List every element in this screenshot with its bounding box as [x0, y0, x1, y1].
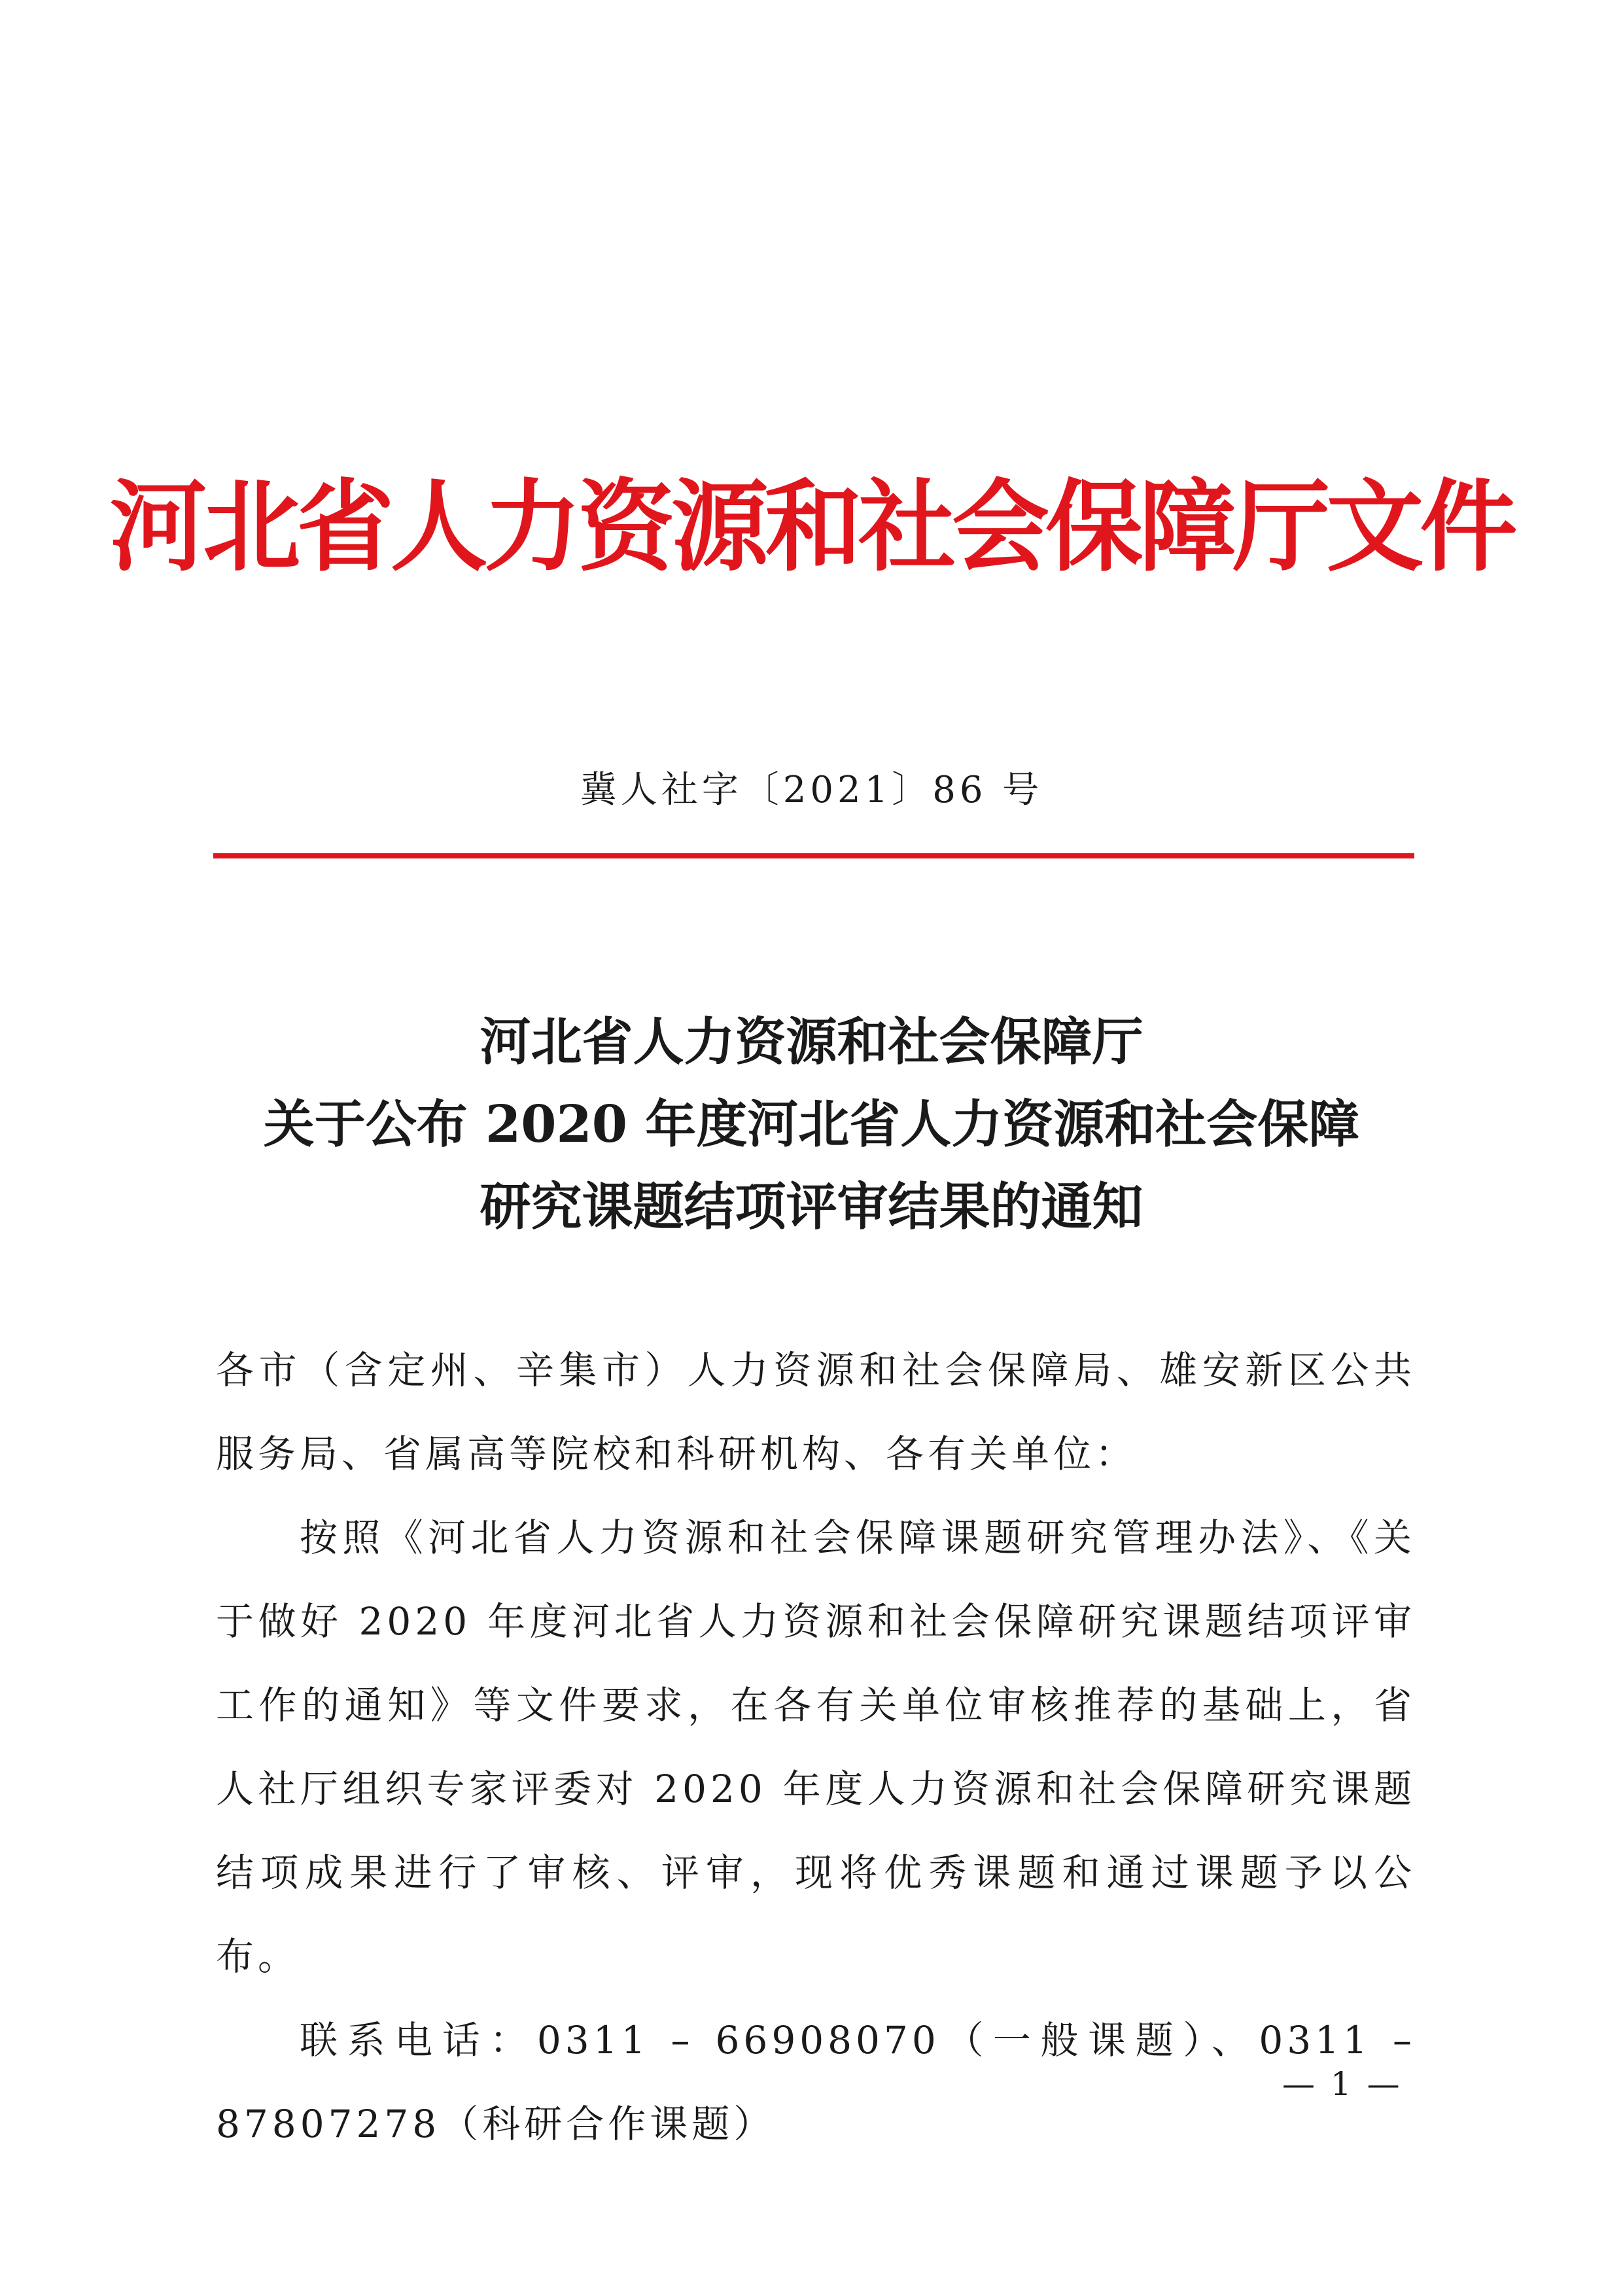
contact-info: 联系电话：0311 – 66908070（一般课题）、0311 – 87807278（科研合作课题） [216, 2018, 1416, 2146]
page-number: — 1 — [1282, 2065, 1403, 2103]
body-paragraph: 按照《河北省人力资源和社会保障课题研究管理办法》、《关于做好 2020 年度河北省人力资源和社会保障研究课题结项评审工作的通知》等文件要求，在各有关单位审核推荐的基础上，省人社厅组织专家评委对 2020 年度人力资源和社会保障研究课题结项成果进行了审核、评审，现将优秀课题和通过课题予以公布。 [216, 1515, 1416, 1979]
document-body [216, 1328, 1416, 2166]
red-separator-line [213, 853, 1414, 858]
document-number: 冀人社字〔2021〕86 号 [580, 769, 1043, 811]
notice-title [0, 1011, 1623, 1258]
notice-title-line-1: 河北省人力资源和社会保障厅 [480, 1012, 1143, 1072]
notice-title-line-3: 研究课题结项评审结果的通知 [480, 1177, 1143, 1237]
document-header-title: 河北省人力资源和社会保障厅文件 [109, 469, 1514, 585]
notice-title-line-2: 关于公布 2020 年度河北省人力资源和社会保障 [263, 1095, 1360, 1154]
salutation: 各市（含定州、辛集市）人力资源和社会保障局、雄安新区公共服务局、省属高等院校和科研机构、各有关单位： [216, 1348, 1416, 1476]
